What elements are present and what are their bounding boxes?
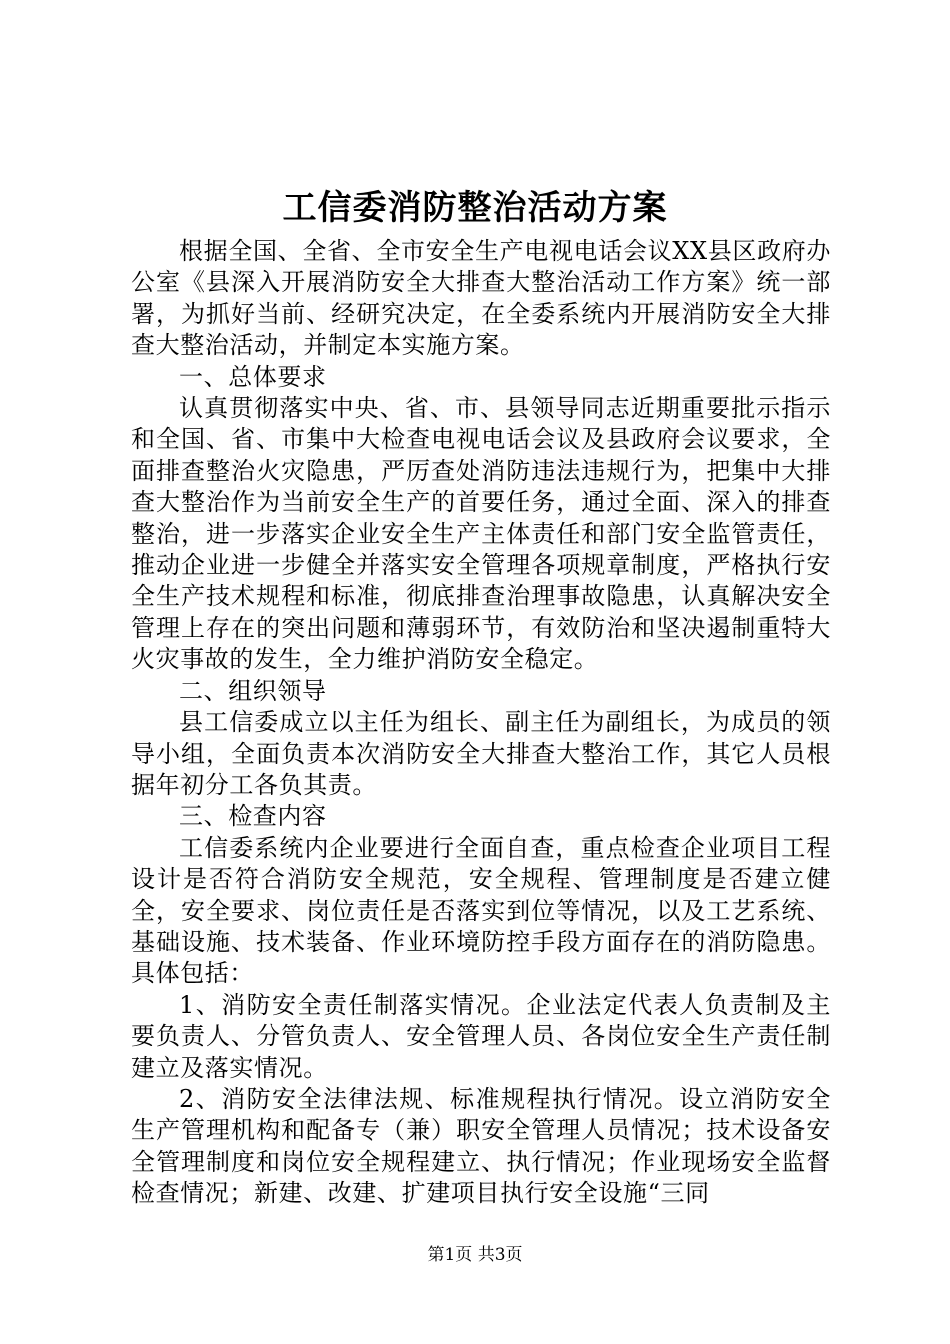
- page-number-footer: 第1页 共3页: [427, 1245, 523, 1265]
- list-item-responsibility: 1、消防安全责任制落实情况。企业法定代表人负责制及主要负责人、分管负责人、安全管理人员、各岗位安全生产责任制建立及落实情况。: [131, 990, 831, 1082]
- document-title: 工信委消防整治活动方案: [282, 188, 668, 228]
- document-body: [131, 236, 831, 1210]
- section-heading-organization: 二、组织领导: [179, 676, 327, 705]
- intro-paragraph: 根据全国、全省、全市安全生产电视电话会议XX县区政府办公室《县深入开展消防安全大排查大整治活动工作方案》统一部署，为抓好当前、经研究决定，在全委系统内开展消防安全大排查大整治活动，并制定本实施方案。: [131, 237, 831, 360]
- section-heading-general-requirements: 一、总体要求: [179, 362, 327, 391]
- section-paragraph-organization: 县工信委成立以主任为组长、副主任为副组长，为成员的领导小组，全面负责本次消防安全大排查大整治工作，其它人员根据年初分工各负其责。: [131, 708, 831, 799]
- section-paragraph-general-requirements: 认真贯彻落实中央、省、市、县领导同志近期重要批示指示和全国、省、市集中大检查电视电话会议及县政府会议要求，全面排查整治火灾隐患，严厉查处消防违法违规行为，把集中大排查大整治作为当前安全生产的首要任务，通过全面、深入的排查整治，进一步落实企业安全生产主体责任和部门安全监管责任，推动企业进一步健全并落实安全管理各项规章制度，严格执行安全生产技术规程和标准，彻底排查治理事故隐患，认真解决安全管理上存在的突出问题和薄弱环节，有效防治和坚决遏制重特大火灾事故的发生，全力维护消防安全稳定。: [131, 394, 831, 674]
- section-paragraph-inspection-content: 工信委系统内企业要进行全面自查，重点检查企业项目工程设计是否符合消防安全规范，安全规程、管理制度是否建立健全，安全要求、岗位责任是否落实到位等情况，以及工艺系统、基础设施、技术装备、作业环境防控手段方面存在的消防隐患。具体包括：: [131, 833, 831, 988]
- section-heading-inspection-content: 三、检查内容: [179, 802, 327, 831]
- list-item-regulations: 2、消防安全法律法规、标准规程执行情况。设立消防安全生产管理机构和配备专（兼）职安全管理人员情况；技术设备安全管理制度和岗位安全规程建立、执行情况；作业现场安全监督检查情况；新建、改建、扩建项目执行安全设施“三同: [131, 1084, 831, 1208]
